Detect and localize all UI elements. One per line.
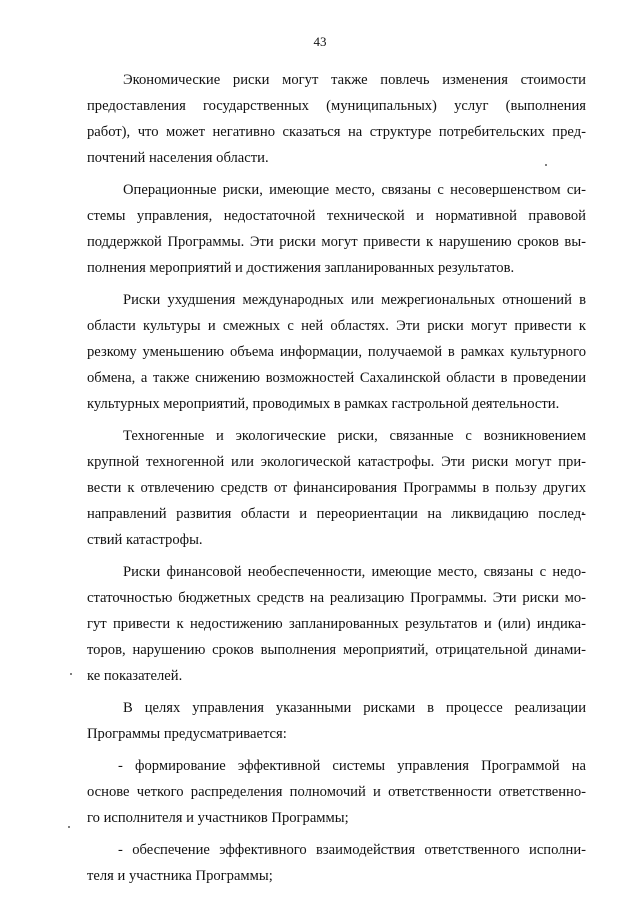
text-line: Риски финансовой необеспеченности, имеющие место, связаны с недо-: [123, 564, 586, 580]
text-line: основе четкого распределения полномочий и ответственности ответственно-: [87, 784, 586, 800]
text-line: ствий катастрофы.: [87, 532, 203, 548]
text-line: Риски ухудшения международных или межрегиональных отношений в: [123, 292, 586, 308]
text-line: Экономические риски могут также повлечь изменения стоимости: [123, 72, 586, 88]
paragraph-international-risks: [87, 287, 586, 417]
document-body: [87, 67, 586, 889]
list-item-management-system: [87, 753, 586, 831]
text-line: го исполнителя и участников Программы;: [87, 810, 349, 826]
text-line: В целях управления указанными рисками в процессе реализации: [123, 700, 586, 716]
paragraph-financial-risks: [87, 559, 586, 689]
paragraph-risk-management-intro: [87, 695, 586, 747]
scan-speck: [68, 826, 70, 828]
text-line: статочностью бюджетных средств на реализацию Программы. Эти риски мо-: [87, 590, 586, 606]
text-line: вести к отвлечению средств от финансирования Программы в пользу других: [87, 480, 586, 496]
text-line: ке показателей.: [87, 668, 183, 684]
text-line: предоставления государственных (муниципальных) услуг (выполнения: [87, 98, 586, 114]
text-line: обмена, а также снижению возможностей Сахалинской области в проведении: [87, 370, 586, 386]
text-line: Операционные риски, имеющие место, связаны с несовершенством си-: [123, 182, 586, 198]
text-line: теля и участника Программы;: [87, 868, 273, 884]
text-line: Техногенные и экологические риски, связанные с возникновением: [123, 428, 586, 444]
text-line: Программы предусматривается:: [87, 726, 287, 742]
text-line: стемы управления, недостаточной технической и нормативной правовой: [87, 208, 586, 224]
text-line: культурных мероприятий, проводимых в рамках гастрольной деятельности.: [87, 396, 560, 412]
text-line: гут привести к недостижению запланированных результатов и (или) индика-: [87, 616, 586, 632]
text-line: полнения мероприятий и достижения запланированных результатов.: [87, 260, 515, 276]
text-line: резкому уменьшению объема информации, получаемой в рамках культурного: [87, 344, 586, 360]
scan-speck: [70, 673, 72, 675]
text-line: - обеспечение эффективного взаимодействия ответственного исполни-: [118, 842, 586, 858]
text-line: поддержкой Программы. Эти риски могут привести к нарушению сроков вы-: [87, 234, 586, 250]
list-item-interaction: [87, 837, 586, 889]
paragraph-technogenic-risks: [87, 423, 586, 553]
text-line: направлений развития области и переориентации на ликвидацию послед-: [87, 506, 586, 522]
text-line: работ), что может негативно сказаться на структуре потребительских пред-: [87, 124, 586, 140]
page-number: 43: [313, 34, 327, 49]
text-line: крупной техногенной или экологической катастрофы. Эти риски могут при-: [87, 454, 586, 470]
text-line: торов, нарушению сроков выполнения мероприятий, отрицательной динами-: [87, 642, 586, 658]
text-line: - формирование эффективной системы управления Программой на: [118, 758, 586, 774]
paragraph-operational-risks: [87, 177, 586, 281]
paragraph-economic-risks: [87, 67, 586, 171]
text-line: области культуры и смежных с ней областях. Эти риски могут привести к: [87, 318, 586, 334]
text-line: почтений населения области.: [87, 150, 269, 166]
